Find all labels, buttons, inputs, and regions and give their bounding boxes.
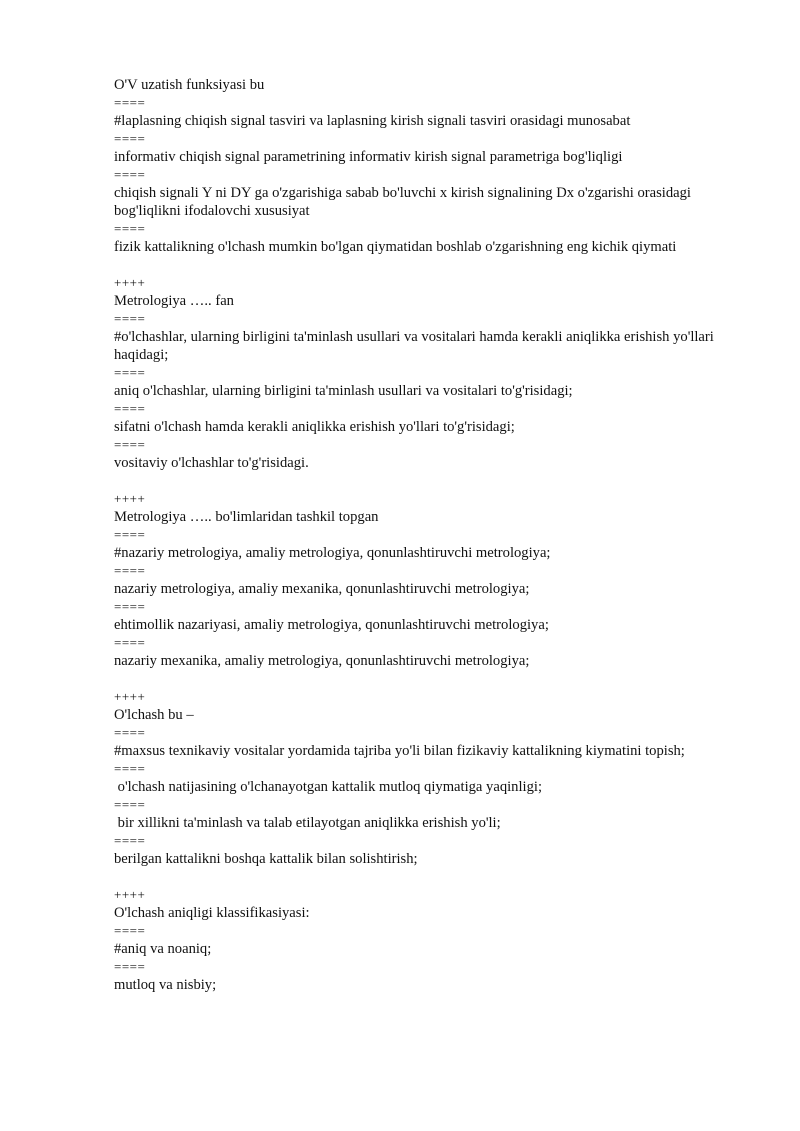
answer-option: informativ chiqish signal parametrining informativ kirish signal parametriga bog'liqligi <box>114 149 623 165</box>
question-start-marker: ++++ <box>114 275 146 290</box>
answer-option: mutloq va nisbiy; <box>114 977 217 993</box>
answer-separator: ==== <box>114 221 146 236</box>
question-text: O'lchash bu – <box>114 707 194 723</box>
answer-option: #o'lchashlar, ularning birligini ta'minlash usullari va vositalari hamda kerakli aniqlikka erishish yo'llari haqidagi; <box>114 329 714 363</box>
answer-option: o'lchash natijasining o'lchanayotgan kattalik mutloq qiymatiga yaqinligi; <box>114 779 542 795</box>
answer-option: #nazariy metrologiya, amaliy metrologiya, qonunlashtiruvchi metrologiya; <box>114 545 551 561</box>
answer-separator: ==== <box>114 797 146 812</box>
answer-separator: ==== <box>114 311 146 326</box>
answer-separator: ==== <box>114 599 146 614</box>
answer-separator: ==== <box>114 167 146 182</box>
question-block-2 <box>114 274 754 472</box>
question-start-marker: ++++ <box>114 689 146 704</box>
answer-separator: ==== <box>114 563 146 578</box>
question-block-1 <box>114 76 754 256</box>
answer-separator: ==== <box>114 833 146 848</box>
answer-separator: ==== <box>114 365 146 380</box>
question-start-marker: ++++ <box>114 887 146 902</box>
answer-separator: ==== <box>114 401 146 416</box>
answer-separator: ==== <box>114 725 146 740</box>
question-text: Metrologiya ….. bo'limlaridan tashkil topgan <box>114 509 379 525</box>
answer-option: #aniq va noaniq; <box>114 941 212 957</box>
question-text: O'lchash aniqligi klassifikasiyasi: <box>114 905 310 921</box>
answer-option: aniq o'lchashlar, ularning birligini ta'minlash usullari va vositalari to'g'risidagi; <box>114 383 573 399</box>
answer-separator: ==== <box>114 635 146 650</box>
document-page <box>114 76 754 994</box>
answer-option: vositaviy o'lchashlar to'g'risidagi. <box>114 455 309 471</box>
answer-option: ehtimollik nazariyasi, amaliy metrologiya, qonunlashtiruvchi metrologiya; <box>114 617 549 633</box>
answer-separator: ==== <box>114 527 146 542</box>
question-block-3 <box>114 490 754 670</box>
answer-separator: ==== <box>114 959 146 974</box>
answer-option: nazariy mexanika, amaliy metrologiya, qonunlashtiruvchi metrologiya; <box>114 653 530 669</box>
answer-separator: ==== <box>114 761 146 776</box>
answer-option: nazariy metrologiya, amaliy mexanika, qonunlashtiruvchi metrologiya; <box>114 581 530 597</box>
answer-separator: ==== <box>114 923 146 938</box>
answer-option: chiqish signali Y ni DY ga o'zgarishiga sabab bo'luvchi x kirish signalining Dx o'zgarishi orasidagi bog'liqlikni ifodalovchi xususiyat <box>114 185 691 219</box>
answer-option: fizik kattalikning o'lchash mumkin bo'lgan qiymatidan boshlab o'zgarishning eng kichik qiymati <box>114 239 677 255</box>
answer-option: #maxsus texnikaviy vositalar yordamida tajriba yo'li bilan fizikaviy kattalikning kiymatini topish; <box>114 743 685 759</box>
answer-separator: ==== <box>114 95 146 110</box>
answer-option: #laplasning chiqish signal tasviri va laplasning kirish signali tasviri orasidagi munosabat <box>114 113 631 129</box>
question-text: Metrologiya ….. fan <box>114 293 234 309</box>
answer-option: berilgan kattalikni boshqa kattalik bilan solishtirish; <box>114 851 418 867</box>
answer-option: sifatni o'lchash hamda kerakli aniqlikka erishish yo'llari to'g'risidagi; <box>114 419 515 435</box>
question-block-4 <box>114 688 754 868</box>
question-text: O'V uzatish funksiyasi bu <box>114 77 265 93</box>
question-start-marker: ++++ <box>114 491 146 506</box>
answer-option: bir xillikni ta'minlash va talab etilayotgan aniqlikka erishish yo'li; <box>114 815 501 831</box>
question-block-5 <box>114 886 754 994</box>
answer-separator: ==== <box>114 437 146 452</box>
answer-separator: ==== <box>114 131 146 146</box>
